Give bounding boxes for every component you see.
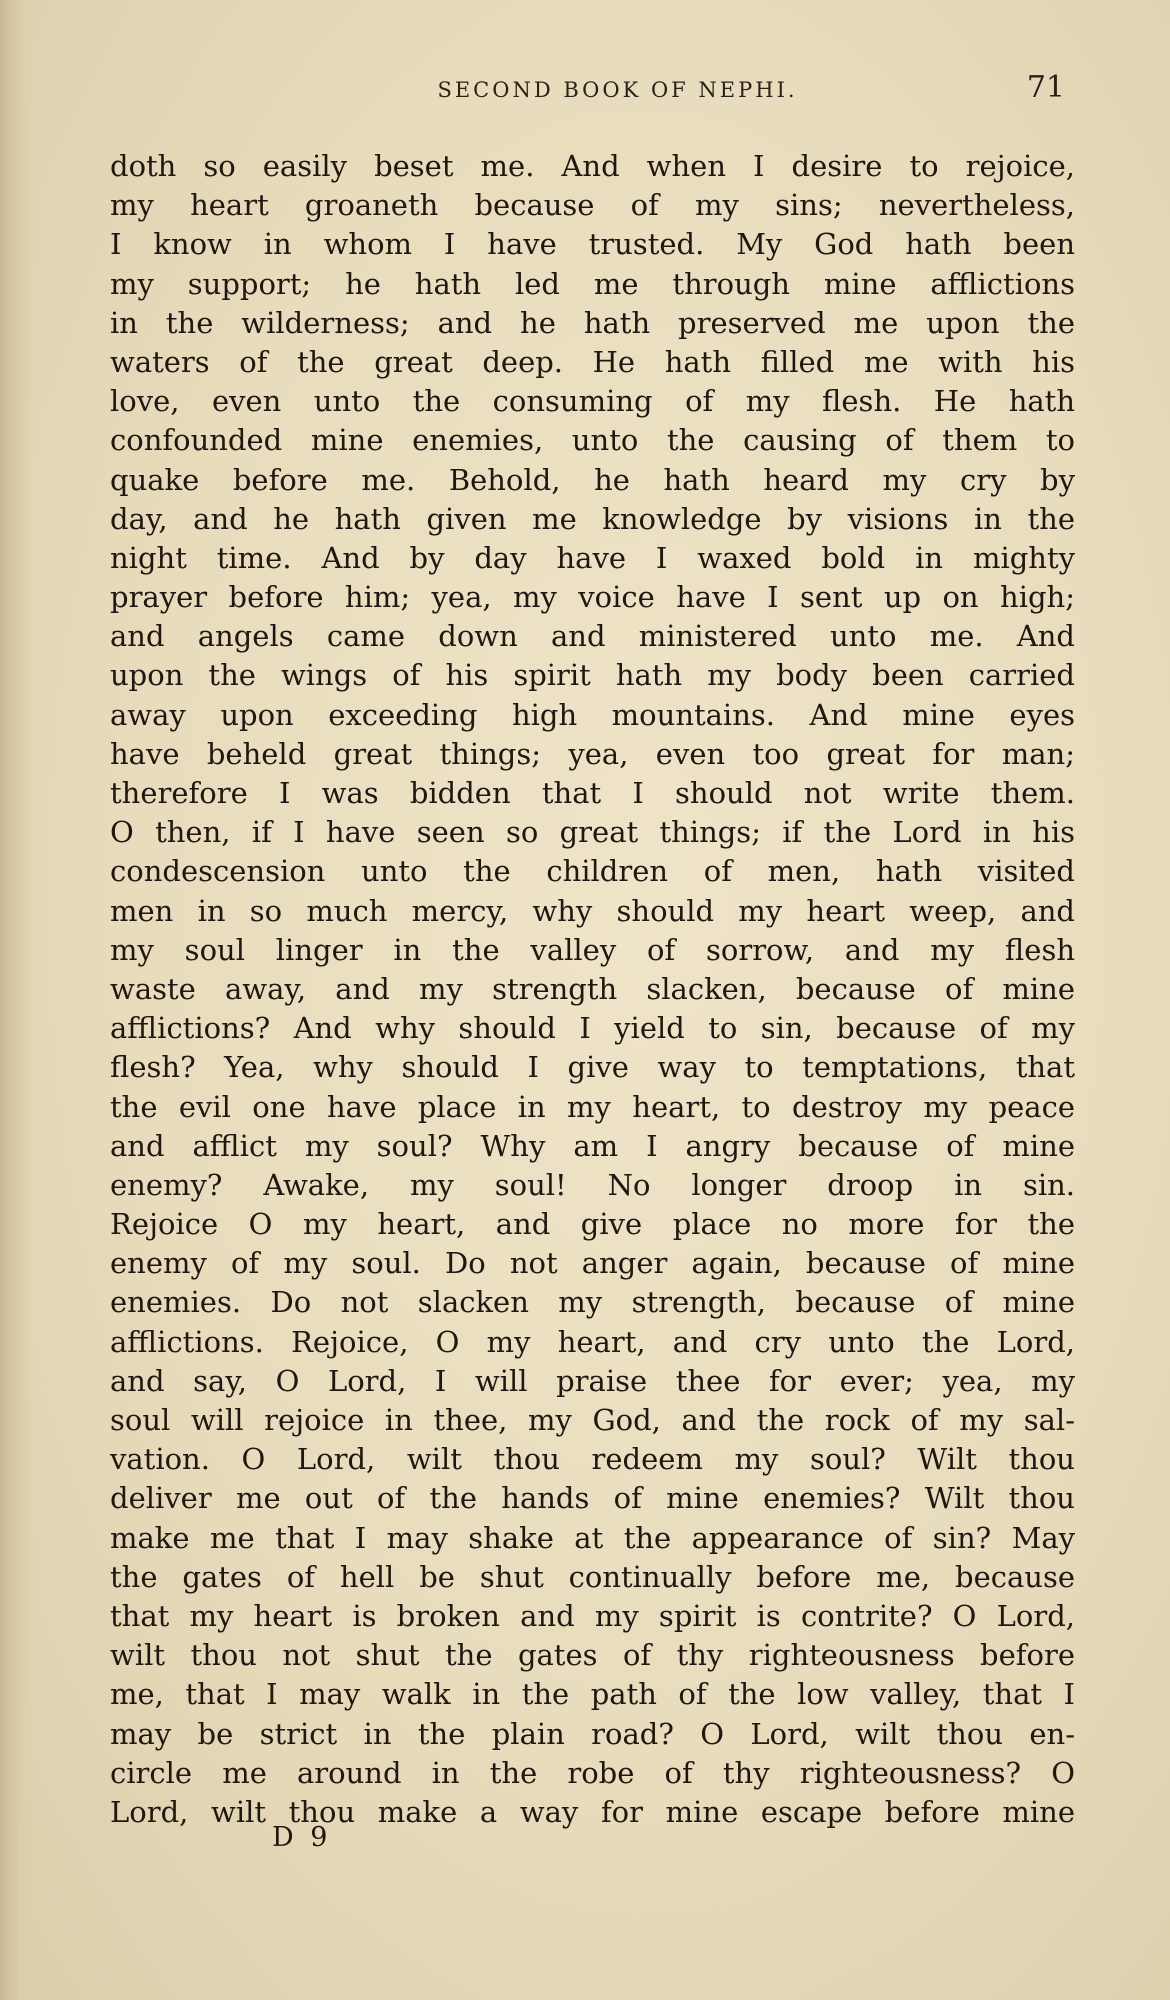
page-number: 71	[1026, 70, 1065, 105]
text-line: the gates of hell be shut continually before me, because	[110, 1559, 1075, 1594]
text-line: confounded mine enemies, unto the causing of them to	[110, 423, 1075, 458]
text-line: Lord, wilt thou make a way for mine escape before mine	[110, 1794, 1075, 1829]
text-line: away upon exceeding high mountains. And mine eyes	[110, 697, 1075, 732]
text-line: the evil one have place in my heart, to destroy my peace	[110, 1089, 1075, 1124]
signature-mark: D 9	[272, 1822, 332, 1853]
page-header	[110, 70, 1075, 110]
text-line: afflictions. Rejoice, O my heart, and cry unto the Lord,	[110, 1324, 1075, 1359]
text-line: have beheld great things; yea, even too great for man;	[110, 736, 1075, 771]
text-line: make me that I may shake at the appearance of sin? May	[110, 1520, 1075, 1555]
text-line: wilt thou not shut the gates of thy righteousness before	[110, 1638, 1075, 1673]
text-line: night time. And by day have I waxed bold in mighty	[110, 540, 1075, 575]
text-line: love, even unto the consuming of my flesh. He hath	[110, 384, 1075, 419]
text-line: flesh? Yea, why should I give way to temptations, that	[110, 1050, 1075, 1085]
text-line: waste away, and my strength slacken, because of mine	[110, 971, 1075, 1006]
text-line: and afflict my soul? Why am I angry because of mine	[110, 1128, 1075, 1163]
text-line: men in so much mercy, why should my heart weep, and	[110, 893, 1075, 928]
text-line: that my heart is broken and my spirit is contrite? O Lord,	[110, 1598, 1075, 1633]
text-line: may be strict in the plain road? O Lord, wilt thou en-	[110, 1716, 1075, 1751]
text-line: Rejoice O my heart, and give place no more for the	[110, 1207, 1075, 1242]
text-line: vation. O Lord, wilt thou redeem my soul? Wilt thou	[110, 1442, 1075, 1477]
text-line: O then, if I have seen so great things; if the Lord in his	[110, 815, 1075, 850]
text-line: I know in whom I have trusted. My God hath been	[110, 227, 1075, 262]
text-line: my support; he hath led me through mine afflictions	[110, 266, 1075, 301]
text-line: condescension unto the children of men, hath visited	[110, 854, 1075, 889]
text-line: doth so easily beset me. And when I desire to rejoice,	[110, 149, 1075, 183]
text-line: my heart groaneth because of my sins; nevertheless,	[110, 188, 1075, 223]
text-line: prayer before him; yea, my voice have I sent up on high;	[110, 580, 1075, 615]
text-line: enemy? Awake, my soul! No longer droop in sin.	[110, 1167, 1075, 1202]
page-gutter-shadow	[0, 0, 34, 2000]
running-head: SECOND BOOK OF NEPHI.	[437, 78, 798, 102]
text-line: enemies. Do not slacken my strength, because of mine	[110, 1285, 1075, 1320]
body-text	[110, 147, 1075, 1832]
text-line: waters of the great deep. He hath filled me with his	[110, 344, 1075, 379]
text-line: me, that I may walk in the path of the low valley, that I	[110, 1677, 1075, 1712]
text-line: soul will rejoice in thee, my God, and the rock of my sal-	[110, 1403, 1075, 1437]
text-line: upon the wings of his spirit hath my body been carried	[110, 658, 1075, 693]
text-line: and say, O Lord, I will praise thee for ever; yea, my	[110, 1363, 1075, 1398]
text-line: and angels came down and ministered unto me. And	[110, 619, 1075, 654]
text-line: day, and he hath given me knowledge by visions in the	[110, 501, 1075, 536]
text-line: in the wilderness; and he hath preserved me upon the	[110, 305, 1075, 340]
text-line: afflictions? And why should I yield to sin, because of my	[110, 1011, 1075, 1046]
text-line: enemy of my soul. Do not anger again, because of mine	[110, 1246, 1075, 1281]
text-line: my soul linger in the valley of sorrow, and my flesh	[110, 932, 1075, 967]
text-line: circle me around in the robe of thy righteousness? O	[110, 1755, 1075, 1790]
text-line: therefore I was bidden that I should not write them.	[110, 776, 1075, 810]
text-line: deliver me out of the hands of mine enemies? Wilt thou	[110, 1481, 1075, 1516]
text-line: quake before me. Behold, he hath heard my cry by	[110, 462, 1075, 497]
